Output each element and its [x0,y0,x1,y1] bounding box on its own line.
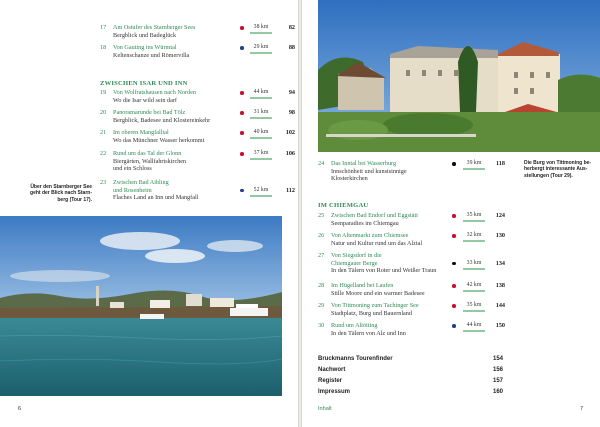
tour-number: 25 [318,212,325,219]
tour-title[interactable]: Rund um Altötting [331,322,378,329]
page-number: 98 [288,109,295,116]
page-number: 106 [285,150,295,157]
tour-number: 18 [100,44,107,51]
tour-subtitle: Keltenschanze und Römervilla [113,51,190,59]
distance-km: 42 km [466,282,482,288]
tour-title[interactable]: Das Inntal bei Wasserburg [331,160,397,167]
tour-subtitle: Bergblick und Badeglück [113,31,177,39]
difficulty-dot-icon [240,152,244,156]
page-number: 118 [496,160,505,167]
tour-number: 28 [318,282,325,289]
distance-km: 35 km [466,212,482,218]
page-number: 94 [288,89,295,96]
tour-number: 24 [318,160,325,167]
difficulty-dot-icon [452,234,456,238]
tour-subtitle: Klosterkirchen [331,175,368,183]
tour-title[interactable]: Von Gauting ins Würmtal [113,44,177,51]
distance-km: 40 km [253,129,269,135]
distance-bar [463,268,485,270]
lake-photo-starnberg [0,216,282,396]
distance-bar [250,32,272,34]
tour-number: 20 [100,109,107,116]
difficulty-dot-icon [240,131,244,135]
page-number: 144 [495,302,505,309]
distance-km: 44 km [253,89,269,95]
distance-bar [463,168,485,170]
tour-number: 19 [100,89,107,96]
back-matter-label[interactable]: Nachwort [318,367,346,373]
tour-subtitle: Seenparadies im Chiemgau [331,219,399,227]
distance-bar [463,330,485,332]
difficulty-dot-icon [452,284,456,288]
tour-title[interactable]: Zwischen Bad Endorf und Eggstätt [331,212,418,219]
caption-line: Über den Starnberger See [30,184,92,190]
tour-title[interactable]: Im oberen Mangfalltal [113,129,169,136]
tour-subtitle: In den Tälern von Alz und Inn [331,329,406,337]
tour-title[interactable]: Von Altenmarkt zum Chiemsee [331,232,409,239]
footer-label: Inhalt [318,406,332,412]
photo-caption-tittmoning [524,160,596,179]
caption-line: geht der Blick nach Starn- [30,190,92,197]
distance-bar [250,52,272,54]
right-page [302,0,600,427]
caption-line: Die Burg von Tittmoning be- [524,160,592,166]
page-number: 150 [495,322,505,329]
tour-title[interactable]: Panoramarunde bei Bad Tölz [113,109,186,116]
distance-bar [463,290,485,292]
castle-photo-tittmoning [318,0,600,152]
page-number: 88 [288,44,295,51]
distance-bar [250,97,272,99]
photo-caption-starnberg [20,184,92,203]
tour-title[interactable]: Am Ostufer des Starnberger Sees [113,24,196,31]
back-matter-page: 154 [492,356,503,362]
back-matter-label[interactable]: Impressum [318,389,351,395]
tour-subtitle: Biergärten, Wallfahrtskirchen [113,157,187,165]
distance-km: 39 km [466,160,482,166]
tour-number: 27 [318,252,325,259]
section-title-chiemgau: IM CHIEMGAU [318,202,369,209]
difficulty-dot-icon [240,91,244,95]
difficulty-dot-icon [240,26,244,30]
distance-km: 37 km [253,150,269,156]
tour-title[interactable]: Im Hügelland bei Laufen [331,282,394,289]
caption-line: berg (Tour 17). [57,196,92,203]
tour-subtitle: Natur und Kultur rund um das Alztal [331,239,423,247]
distance-km: 33 km [466,259,482,266]
distance-km: 29 km [253,44,269,50]
distance-bar [463,240,485,242]
tour-title[interactable]: Zwischen Bad Aibling [113,179,169,186]
distance-bar [250,158,272,160]
tour-subtitle: Wo die Isar wild sein darf [113,96,177,104]
tour-title[interactable]: Von Wolfratshausen nach Norden [113,89,196,96]
tour-number: 29 [318,302,325,309]
page-number: 134 [495,259,505,267]
tour-number: 30 [318,322,325,329]
tour-subtitle: Innschönheit und kunstsinnige [331,167,407,175]
difficulty-dot-icon [240,46,244,50]
difficulty-dot-icon [240,111,244,115]
page-number-right: 7 [580,406,584,412]
page-number: 138 [495,282,505,289]
tour-subtitle: Stille Moore und ein warmer Badesee [331,289,425,297]
caption-line: stellungen (Tour 29). [524,172,573,179]
back-matter-page: 157 [492,378,503,384]
tour-number: 26 [318,232,325,239]
distance-bar [250,195,272,197]
tour-subtitle: In den Tälern von Roter und Weißer Traun [331,267,437,275]
tour-subtitle: Wo das Münchner Wasser herkommt [113,136,205,144]
page-number: 82 [288,24,295,31]
tour-title[interactable]: Rund um das Tal der Glonn [113,150,182,157]
difficulty-dot-icon [452,214,456,218]
section-title-isar-inn: ZWISCHEN ISAR UND INN [100,80,188,87]
distance-bar [250,137,272,139]
difficulty-dot-icon [452,162,456,166]
page-number: 112 [286,186,295,194]
tour-title[interactable]: Von Siegsdorf in die [331,252,382,259]
tour-number: 23 [100,179,107,186]
caption-line: herbergt interessante Aus- [524,166,588,173]
tour-title-line2[interactable]: und Rosenheim [113,186,152,194]
tour-number: 17 [100,24,107,31]
distance-km: 32 km [466,232,482,238]
distance-km: 52 km [253,186,269,193]
distance-bar [250,117,272,119]
tour-subtitle: Flaches Land an Inn und Mangfall [113,194,199,202]
distance-bar [463,220,485,222]
page-number: 102 [285,129,295,136]
difficulty-dot-icon [452,304,456,308]
page-number: 130 [495,232,505,239]
tour-subtitle: Bergblick, Badesee und Klostereinkehr [113,116,211,124]
distance-km: 44 km [466,322,482,328]
page-number-left: 6 [18,406,22,412]
back-matter-page: 156 [492,367,503,373]
distance-bar [463,310,485,312]
difficulty-dot-icon [240,189,244,193]
left-page [0,0,298,427]
page-number: 124 [495,212,505,219]
tour-title-line2[interactable]: Chiemgauer Berge [331,259,378,267]
distance-km: 31 km [253,109,269,115]
tour-title[interactable]: Von Tittmoning zum Tachinger See [331,302,419,309]
difficulty-dot-icon [452,262,456,266]
back-matter-label[interactable]: Register [318,378,343,384]
back-matter-label[interactable]: Bruckmanns Tourenfinder [318,356,393,362]
tour-subtitle: und ein Schloss [113,165,152,173]
difficulty-dot-icon [452,324,456,328]
tour-subtitle: Stadtplatz, Burg und Bauernland [331,309,412,317]
tour-number: 22 [100,150,107,157]
distance-km: 38 km [253,24,269,30]
back-matter-page: 160 [492,389,503,395]
tour-number: 21 [100,129,107,136]
distance-km: 35 km [466,302,482,308]
